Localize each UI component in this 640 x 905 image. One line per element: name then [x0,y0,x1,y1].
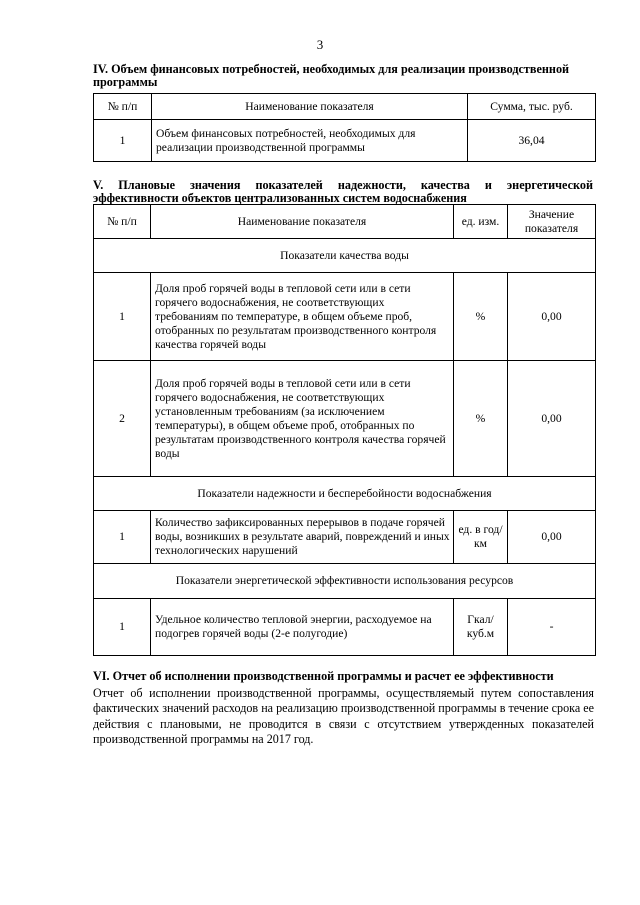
section-4-heading: IV. Объем финансовых потребностей, необходимых для реализации производственной программы [93,62,570,89]
header-cell-number: № п/п [94,205,151,239]
table-row [94,273,596,361]
cell-indicator-name: Доля проб горячей воды в тепловой сети или в сети горячего водоснабжения, не соответствующих требованиям по температуре, в общем объеме проб, отобранных по результатам производственного контроля качества горячей воды [151,273,454,361]
cell-row-number: 2 [94,361,151,477]
header-cell-indicator-name: Наименование показателя [151,205,454,239]
group-header-row [94,477,596,511]
header-cell-indicator-name: Наименование показателя [152,94,468,120]
cell-value: 0,00 [508,361,596,477]
cell-row-number: 1 [94,273,151,361]
cell-indicator-name: Количество зафиксированных перерывов в подаче горячей воды, возникших в результате аварий, повреждений и иных технологических нарушений [151,511,454,564]
header-cell-unit: ед. изм. [454,205,508,239]
table-row [94,120,596,162]
section-6-heading: VI. Отчет об исполнении производственной программы и расчет ее эффективности [93,669,554,683]
cell-indicator-name: Удельное количество тепловой энергии, расходуемое на подогрев горячей воды (2-е полугодие) [151,599,454,656]
header-cell-amount: Сумма, тыс. руб. [468,94,596,120]
group-title-energy-efficiency: Показатели энергетической эффективности использования ресурсов [94,564,596,599]
header-cell-value: Значение показателя [508,205,596,239]
cell-value: - [508,599,596,656]
cell-value: 0,00 [508,511,596,564]
cell-unit: % [454,273,508,361]
table-row [94,599,596,656]
group-title-water-quality: Показатели качества воды [94,239,596,273]
group-header-row [94,239,596,273]
cell-amount: 36,04 [468,120,596,162]
table-header-row [94,205,596,239]
table-row [94,511,596,564]
cell-unit: Гкал/куб.м [454,599,508,656]
page-number: 3 [316,37,324,52]
group-header-row [94,564,596,599]
cell-row-number: 1 [94,599,151,656]
section-5-heading: V. Плановые значения показателей надежности, качества и энергетической эффективности объектов централизованных систем водоснабжения [93,178,593,205]
group-title-reliability: Показатели надежности и бесперебойности водоснабжения [94,477,596,511]
table-row [94,361,596,477]
cell-indicator-name: Объем финансовых потребностей, необходимых для реализации производственной программы [152,120,468,162]
report-paragraph: Отчет об исполнении производственной программы, осуществляемый путем сопоставления фактических значений расходов на реализацию производственной программы в течение срока ее действия с плановыми, не проводится в связи с отсутствием утвержденных показателей производственной программы на 2017 год. [93,686,594,747]
cell-value: 0,00 [508,273,596,361]
indicators-table [93,204,596,656]
table-header-row [94,94,596,120]
cell-unit: ед. в год/ км [454,511,508,564]
cell-unit: % [454,361,508,477]
cell-row-number: 1 [94,511,151,564]
cell-row-number: 1 [94,120,152,162]
financial-needs-table [93,93,596,162]
cell-indicator-name: Доля проб горячей воды в тепловой сети или в сети горячего водоснабжения, не соответствующих установленным требованиям (за исключением температуры), в общем объеме проб, отобранных по результатам производственного контроля качества горячей воды [151,361,454,477]
header-cell-number: № п/п [94,94,152,120]
